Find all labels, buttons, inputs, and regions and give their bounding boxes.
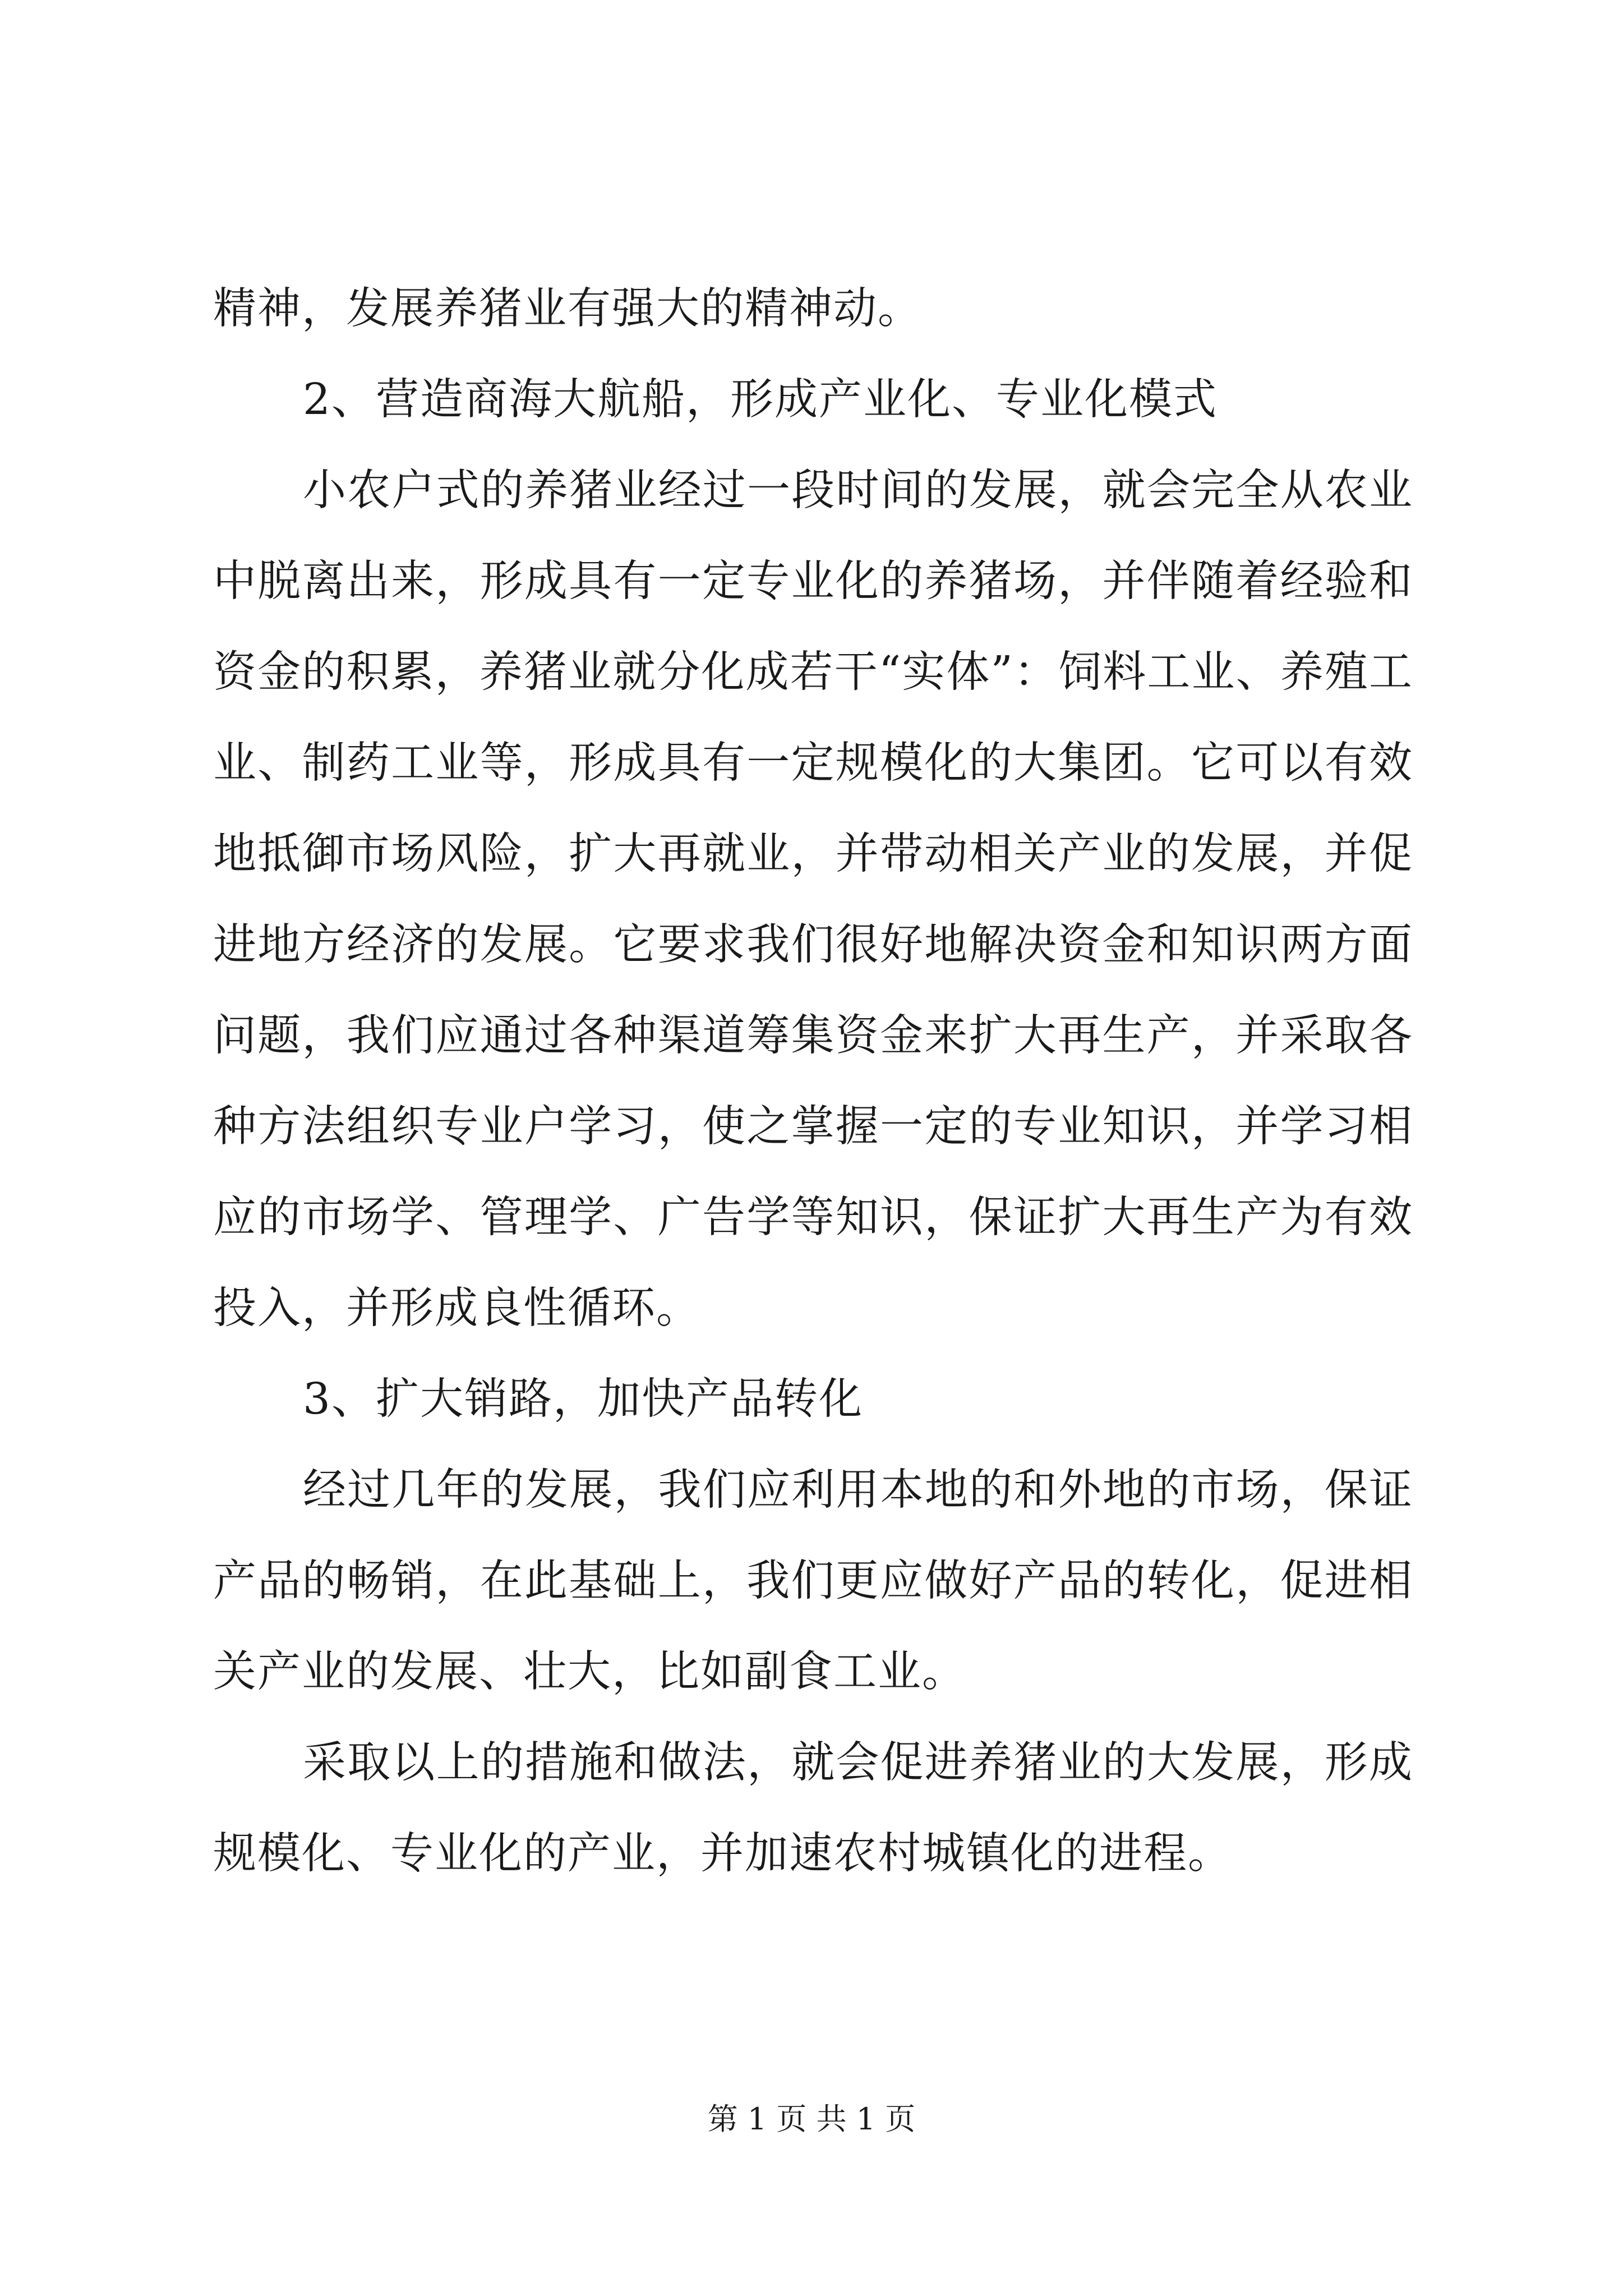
document-body [213,264,1413,1899]
page-number-footer: 第 1 页 共 1 页 [707,2101,916,2137]
section-heading-2: 2、营造商海大航船，形成产业化、专业化模式 [303,375,1218,425]
paragraph-market: 经过几年的发展，我们应利用本地的和外地的市场，保证产品的畅销，在此基础上，我们更应做好产品的转化，促进相关产业的发展、壮大，比如副食工业。 [213,1465,1413,1697]
paragraph-continuation: 精神，发展养猪业有强大的精神动。 [213,284,922,334]
paragraph-conclusion: 采取以上的措施和做法，就会促进养猪业的大发展，形成规模化、专业化的产业，并加速农村城镇化的进程。 [213,1738,1413,1879]
paragraph-industrialization: 小农户式的养猪业经过一段时间的发展，就会完全从农业中脱离出来，形成具有一定专业化的养猪场，并伴随着经验和资金的积累，养猪业就分化成若干“实体”：饲料工业、养殖工业、制药工业等，形成具有一定规模化的大集团。它可以有效地抵御市场风险，扩大再就业，并带动相关产业的发展，并促进地方经济的发展。它要求我们很好地解决资金和知识两方面问题，我们应通过各种渠道筹集资金来扩大再生产，并采取各种方法组织专业户学习，使之掌握一定的专业知识，并学习相应的市场学、管理学、广告学等知识，保证扩大再生产为有效投入，并形成良性循环。 [213,466,1413,1333]
section-heading-3: 3、扩大销路，加快产品转化 [303,1374,863,1424]
